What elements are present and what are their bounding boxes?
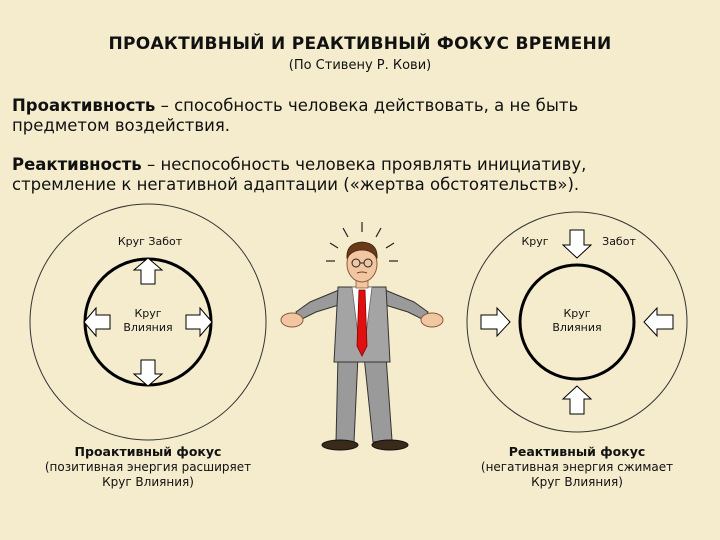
arrow-up-outward-icon: [134, 258, 162, 284]
proactivity-text-1: – способность человека действовать, а не быть: [155, 96, 579, 115]
arrow-up-inward-icon: [563, 386, 591, 414]
page-title: ПРОАКТИВНЫЙ И РЕАКТИВНЫЙ ФОКУС ВРЕМЕНИ: [108, 34, 612, 54]
proactive-caption-line2: Круг Влияния): [102, 475, 194, 489]
left-influence-label-1: Круг: [134, 307, 162, 320]
reactive-caption: [447, 444, 707, 490]
proactivity-text-2: предметом воздействия.: [12, 116, 230, 135]
proactive-caption-title: Проактивный фокус: [74, 444, 222, 459]
right-influence-label: [537, 307, 617, 335]
proactivity-term: Проактивность: [12, 96, 156, 115]
right-concern-label-1: Круг: [521, 235, 549, 248]
right-concern-label-2: Забот: [602, 235, 636, 248]
reactivity-term: Реактивность: [12, 155, 142, 174]
left-influence-label-2: Влияния: [123, 321, 173, 334]
arrow-down-outward-icon: [134, 360, 162, 386]
right-influence-label-2: Влияния: [552, 321, 602, 334]
man-illustration: [281, 222, 443, 450]
arrow-right-inward-icon: [481, 308, 510, 336]
reactive-caption-line1: (негативная энергия сжимает: [480, 460, 674, 474]
left-influence-label: [108, 307, 188, 335]
left-concern-label: Круг Забот: [117, 235, 183, 248]
reactive-caption-line2: Круг Влияния): [531, 475, 623, 489]
reactive-caption-title: Реактивный фокус: [508, 444, 646, 459]
proactive-caption-line1: (позитивная энергия расширяет: [44, 460, 252, 474]
reactivity-text-1: – неспособность человека проявлять инициативу,: [141, 155, 587, 174]
arrow-down-inward-icon: [563, 230, 591, 258]
reactivity-text-2: стремление к негативной адаптации («жертва обстоятельств»).: [12, 175, 580, 194]
arrow-left-outward-icon: [84, 308, 110, 336]
arrow-left-inward-icon: [644, 308, 673, 336]
right-influence-label-1: Круг: [563, 307, 591, 320]
page-subtitle: (По Стивену Р. Кови): [288, 58, 432, 73]
arrow-right-outward-icon: [186, 308, 212, 336]
proactive-caption: [18, 444, 278, 490]
tie: [357, 290, 367, 356]
